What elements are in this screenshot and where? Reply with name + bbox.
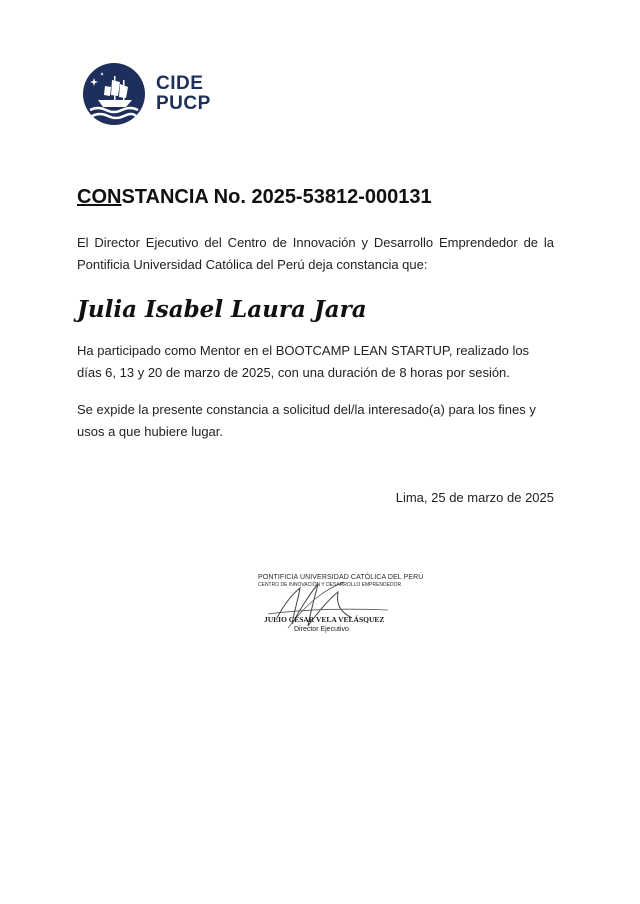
signer-name: JULIO CÉSAR VELA VELÁSQUEZ [264,615,385,624]
closing-paragraph: Se expide la presente constancia a solicitud del/la interesado(a) para los fines y usos a que hubiere lugar. [77,402,536,439]
title-underlined-part: CON [77,186,122,208]
intro-paragraph: El Director Ejecutivo del Centro de Innovación y Desarrollo Emprendedor de la Pontificia Universidad Católica del Perú deja constancia que: [77,235,554,272]
cide-pucp-logo [82,62,211,126]
recipient-name: Julia Isabel Laura Jara [77,296,367,323]
participation-paragraph: Ha participado como Mentor en el BOOTCAMP LEAN STARTUP, realizado los días 6, 13 y 20 de marzo de 2025, con una duración de 8 horas por sesión. [77,343,530,380]
logo-wordmark [156,74,211,114]
signer-role: Director Ejecutivo [294,626,349,633]
seal-university-name: PONTIFICIA UNIVERSIDAD CATÓLICA DEL PERÚ [258,574,424,581]
ship-emblem-icon [82,62,146,126]
certificate-title [77,186,432,209]
place-and-date: Lima, 25 de marzo de 2025 [395,490,554,505]
logo-line-cide: CIDE [156,73,204,94]
title-rest: STANCIA No. 2025-53812-000131 [121,186,432,208]
seal-center-name: CENTRO DE INNOVACIÓN Y DESARROLLO EMPRENDEDOR [258,582,402,588]
logo-line-pucp: PUCP [156,93,211,114]
